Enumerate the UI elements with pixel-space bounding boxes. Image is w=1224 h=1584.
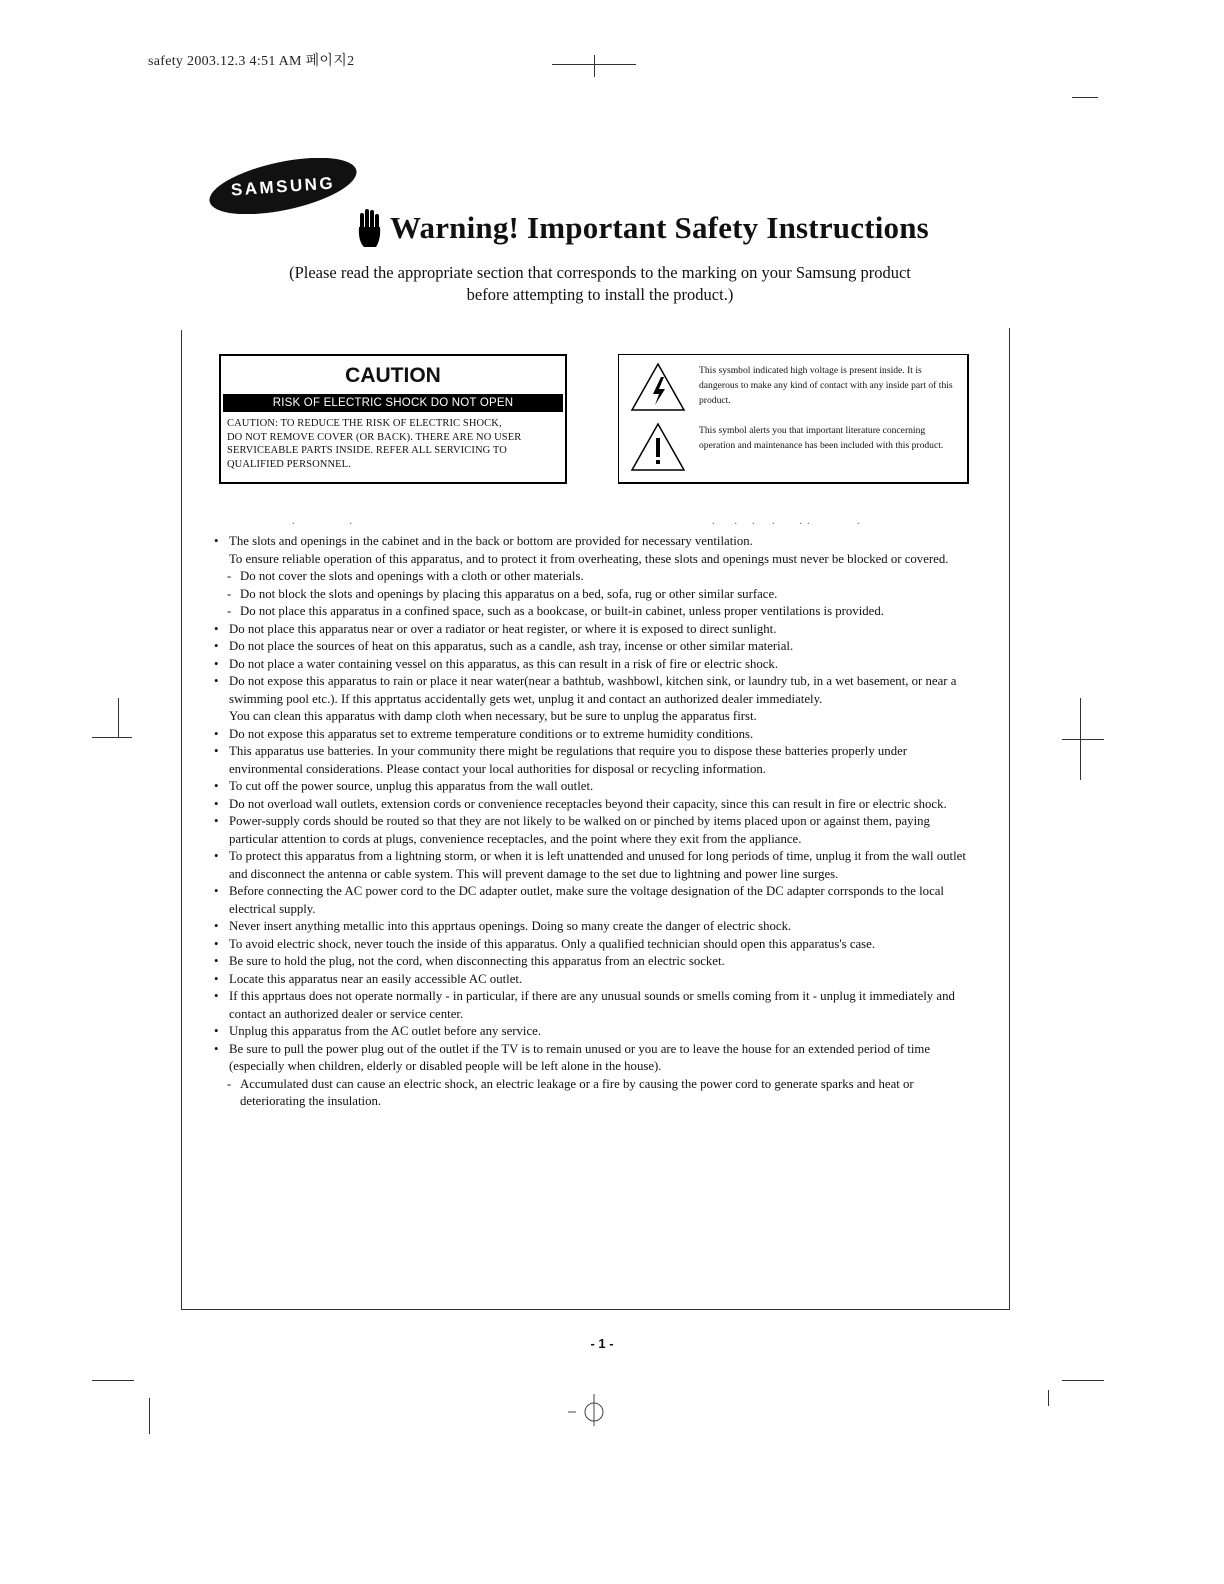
crop-mark-bottom-right <box>1062 1380 1104 1381</box>
caution-risk-bar: RISK OF ELECTRIC SHOCK DO NOT OPEN <box>223 394 563 412</box>
bullet-mark: • <box>214 936 219 951</box>
symbol-explanation-box <box>618 354 969 484</box>
list-item <box>214 1023 979 1041</box>
attention-symbol-row <box>619 415 967 475</box>
dash-mark: - <box>227 569 232 583</box>
list-item <box>214 638 979 656</box>
crop-mark-bottom-right-tick <box>1048 1390 1049 1406</box>
list-item-text: Do not place a water containing vessel on this apparatus, as this can result in a risk of fire or electric shock. <box>229 656 779 671</box>
bullet-mark: • <box>214 849 219 863</box>
bullet-mark: • <box>214 656 219 671</box>
page-title: Warning! Important Safety Instructions <box>390 210 929 245</box>
frame-bottom-border <box>181 1309 1010 1310</box>
list-item <box>214 778 979 796</box>
list-item-text: To avoid electric shock, never touch the inside of this apparatus. Only a qualified technician should open this apparatus's case. <box>229 936 876 951</box>
caution-line: DO NOT REMOVE COVER (OR BACK). THERE ARE NO USER <box>227 431 522 443</box>
list-item-text: To cut off the power source, unplug this apparatus from the wall outlet. <box>229 779 594 793</box>
list-item <box>214 953 979 971</box>
samsung-logo <box>207 158 359 214</box>
list-item <box>214 936 979 954</box>
sub-item-text: Accumulated dust can cause an electric shock, an electric leakage or a fire by causing the power cord to generate sparks and heat or deteriorating the insulation. <box>240 1076 914 1108</box>
list-item <box>214 918 979 936</box>
caution-line: SERVICEABLE PARTS INSIDE. REFER ALL SERVICING TO <box>227 445 507 456</box>
bullet-mark: • <box>214 796 219 811</box>
bullet-mark: • <box>214 814 219 828</box>
bullet-mark: • <box>214 971 219 986</box>
sub-item-text: Do not cover the slots and openings with a cloth or other materials. <box>240 569 584 583</box>
list-item-text: Locate this apparatus near an easily accessible AC outlet. <box>229 971 523 986</box>
dash-mark: - <box>227 604 232 618</box>
caution-text <box>221 412 565 471</box>
subtitle-line-2: before attempting to install the product.) <box>466 285 734 304</box>
sub-item-text: Do not place this apparatus in a confined space, such as a bookcase, or built-in cabinet, unless proper ventilations is provided. <box>240 604 884 618</box>
high-voltage-warning-icon <box>629 361 687 413</box>
subtitle <box>230 262 970 306</box>
bullet-mark: • <box>214 639 219 653</box>
bullet-mark: • <box>214 726 219 741</box>
list-item <box>214 848 979 883</box>
list-item-text: Do not overload wall outlets, extension cords or convenience receptacles beyond their capacity, since this can result in fire or electric shock. <box>229 796 947 811</box>
attention-symbol-text: This symbol alerts you that important literature concerning operation and maintenance has been included with this product. <box>699 425 944 451</box>
bullet-mark: • <box>214 534 219 548</box>
voltage-symbol-row <box>619 355 967 415</box>
crop-mark-top-right <box>1072 97 1098 98</box>
crop-mark-left <box>92 737 132 738</box>
bullet-mark: • <box>214 744 219 758</box>
bullet-mark: • <box>214 919 219 933</box>
list-item-text: Do not expose this apparatus to rain or place it near water(near a bathtub, washbowl, kitchen sink, or laundry tub, in a wet basement, or near a swimming pool etc.). If this apprtatus accidentally gets wet, unplug it and contact an authorized dealer immediately. <box>229 674 957 706</box>
list-item <box>214 813 979 848</box>
list-item <box>214 796 979 814</box>
bullet-mark: • <box>214 1041 219 1056</box>
crop-mark-right <box>1062 739 1104 740</box>
caution-box <box>219 354 567 484</box>
bullet-mark: • <box>214 989 219 1003</box>
list-item-text: Do not expose this apparatus set to extreme temperature conditions or to extreme humidity conditions. <box>229 726 754 741</box>
list-item-text: Be sure to pull the power plug out of the outlet if the TV is to remain unused or you are to leave the house for an extended period of time (especially when children, elderly or disabled people will be left alone in the house). <box>229 1041 931 1073</box>
list-item-text: This apparatus use batteries. In your community there might be regulations that require you to dispose these batteries properly under environmental considerations. Please contact your local authorities for disposal or recycling information. <box>229 744 908 776</box>
list-item <box>214 656 979 674</box>
frame-left-border <box>181 330 182 1310</box>
hand-stop-icon <box>356 207 382 249</box>
crop-mark-top-tick <box>594 55 595 77</box>
list-item-text: Power-supply cords should be routed so that they are not likely to be walked on or pinched by items placed upon or against them, paying particular attention to cords at plugs, convenience receptacles, and the point where they exit from the appliance. <box>229 814 930 846</box>
bullet-mark: • <box>214 884 219 898</box>
crop-mark-right-tick <box>1080 698 1081 780</box>
bullet-mark: • <box>214 621 219 636</box>
sub-item-text: Do not block the slots and openings by placing this apparatus on a bed, sofa, rug or other similar surface. <box>240 586 778 601</box>
list-item <box>214 621 979 639</box>
list-item-text: The slots and openings in the cabinet and in the back or bottom are provided for necessary ventilation. <box>229 534 753 548</box>
list-item <box>214 988 979 1023</box>
list-item-text: Never insert anything metallic into this apprtaus openings. Doing so many create the danger of electric shock. <box>229 919 792 933</box>
dash-mark: - <box>227 586 232 601</box>
dash-mark: - <box>227 1076 232 1091</box>
list-item <box>214 971 979 989</box>
list-item <box>214 673 979 708</box>
bullet-mark: • <box>214 1024 219 1038</box>
sub-item <box>214 1076 979 1111</box>
bullet-mark: • <box>214 779 219 793</box>
list-item <box>214 883 979 918</box>
list-item <box>214 1041 979 1076</box>
scan-specks: . . <box>292 516 352 527</box>
list-item-text: To protect this apparatus from a lightning storm, or when it is left unattended and unused for long periods of time, unplug it from the wall outlet and disconnect the antenna or cable system. This will prevent damage to the set due to lightning and power line surges. <box>229 849 966 881</box>
safety-instructions-list <box>214 533 979 1111</box>
list-item-text: If this apprtaus does not operate normally - in particular, if there are any unusual sounds or smells coming from it - unplug it immediately and contact an authorized dealer or service center. <box>229 989 955 1021</box>
samsung-logo-text: SAMSUNG <box>230 173 336 200</box>
sub-item <box>214 603 979 621</box>
list-item-text: Do not place this apparatus near or over a radiator or heat register, or where it is exposed to direct sunlight. <box>229 621 777 636</box>
list-item-continuation: To ensure reliable operation of this apparatus, and to protect it from overheating, these slots and openings must never be blocked or covered. <box>229 551 949 566</box>
subtitle-line-1: (Please read the appropriate section that corresponds to the marking on your Samsung product <box>289 263 911 282</box>
list-item-text: Be sure to hold the plug, not the cord, when disconnecting this apparatus from an electric socket. <box>229 954 725 968</box>
title-row <box>356 203 976 253</box>
print-header-stamp: safety 2003.12.3 4:51 AM 페이지2 <box>148 54 355 69</box>
caution-line: QUALIFIED PERSONNEL. <box>227 458 351 470</box>
frame-right-border <box>1009 328 1010 1310</box>
list-item-continuation: You can clean this apparatus with damp cloth when necessary, but be sure to unplug the apparatus first. <box>229 709 757 723</box>
crop-mark-bottom-left <box>92 1380 134 1381</box>
list-item-text: Unplug this apparatus from the AC outlet before any service. <box>229 1024 542 1038</box>
crop-mark-bottom-left-tick <box>149 1398 150 1434</box>
page-number: - 1 - <box>590 1336 614 1351</box>
bullet-mark: • <box>214 954 219 968</box>
list-item <box>214 743 979 778</box>
caution-line: CAUTION: TO REDUCE THE RISK OF ELECTRIC SHOCK, <box>227 418 502 429</box>
bullet-mark: • <box>214 674 219 688</box>
sub-item <box>214 568 979 586</box>
list-item-text: Before connecting the AC power cord to the DC adapter outlet, make sure the voltage designation of the DC adapter corrsponds to the local electrical supply. <box>229 884 944 916</box>
registration-mark-bottom <box>562 1390 612 1430</box>
sub-item <box>214 586 979 604</box>
crop-mark-left-tick <box>118 698 119 738</box>
scan-specks: . . . . . . . <box>712 516 860 527</box>
list-item-text: Do not place the sources of heat on this apparatus, such as a candle, ash tray, incense or other similar material. <box>229 639 794 653</box>
list-item <box>214 533 979 551</box>
voltage-symbol-text: This sysmbol indicated high voltage is present inside. It is dangerous to make any kind of contact with any inside part of this product. <box>699 365 953 406</box>
caution-title: CAUTION <box>345 364 441 387</box>
exclamation-warning-icon <box>629 421 687 473</box>
list-item <box>214 726 979 744</box>
